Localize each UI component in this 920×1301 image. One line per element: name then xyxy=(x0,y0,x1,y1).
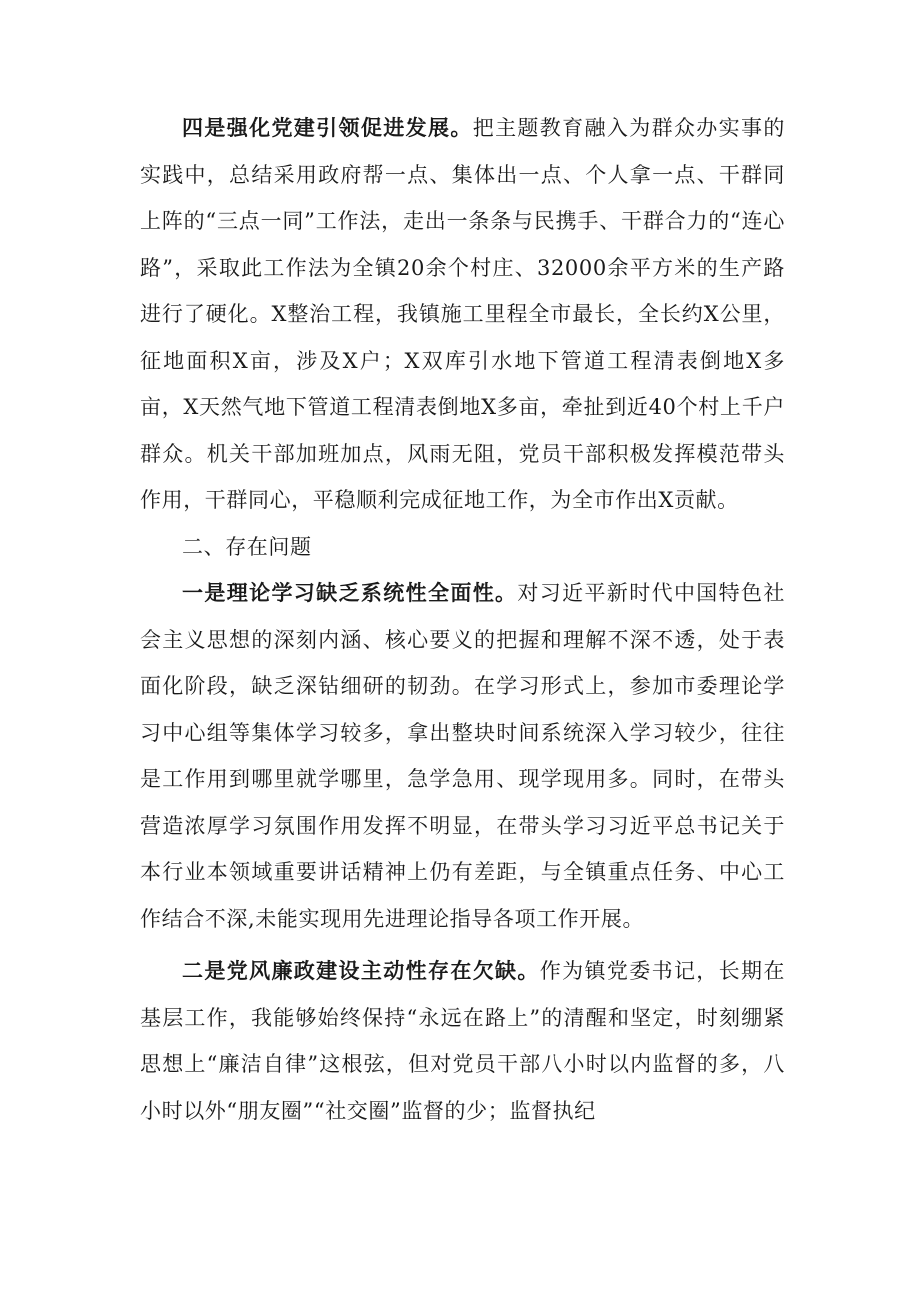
paragraph-lead: 四是强化党建引领促进发展。 xyxy=(182,116,473,140)
paragraph-lead: 二是党风廉政建设主动性存在欠缺。 xyxy=(182,959,540,983)
section-heading-existing-problems: 二、存在问题 xyxy=(182,534,312,559)
paragraph-lead: 一是理论学习缺乏系统性全面性。 xyxy=(182,581,518,605)
paragraph-strengthen-party-building xyxy=(140,105,785,524)
document-page xyxy=(140,105,785,1134)
paragraph-body: 把主题教育融入为群众办实事的实践中，总结采用政府帮一点、集体出一点、个人拿一点、干群同上阵的“三点一同”工作法，走出一条条与民携手、干群合力的“连心路”，采取此工作法为全镇20余个村庄、32000余平方米的生产路进行了硬化。X整治工程，我镇施工里程全市最长，全长约X公里，征地面积X亩，涉及X户；X双库引水地下管道工程清表倒地X多亩，X天然气地下管道工程清表倒地X多亩，牵扯到近40个村上千户群众。机关干部加班加点，风雨无阻，党员干部积极发挥模范带头作用，干群同心，平稳顺利完成征地工作，为全市作出X贡献。 xyxy=(140,116,785,512)
paragraph-body: 作为镇党委书记，长期在基层工作，我能够始终保持“永远在路上”的清醒和坚定，时刻绷紧思想上“廉洁自律”这根弦，但对党员干部八小时以内监督的多，八小时以外“朋友圈”“社交圈”监督的少；监督执纪 xyxy=(140,959,785,1123)
paragraph-integrity-building xyxy=(140,948,785,1134)
paragraph-body: 对习近平新时代中国特色社会主义思想的深刻内涵、核心要义的把握和理解不深不透，处于表面化阶段，缺乏深钻细研的韧劲。在学习形式上，参加市委理论学习中心组等集体学习较多，拿出整块时间系统深入学习较少，往往是工作用到哪里就学哪里，急学急用、现学现用多。同时，在带头营造浓厚学习氛围作用发挥不明显，在带头学习习近平总书记关于本行业本领域重要讲话精神上仍有差距，与全镇重点任务、中心工作结合不深,未能实现用先进理论指导各项工作开展。 xyxy=(140,581,785,931)
paragraph-theory-study xyxy=(140,570,785,942)
